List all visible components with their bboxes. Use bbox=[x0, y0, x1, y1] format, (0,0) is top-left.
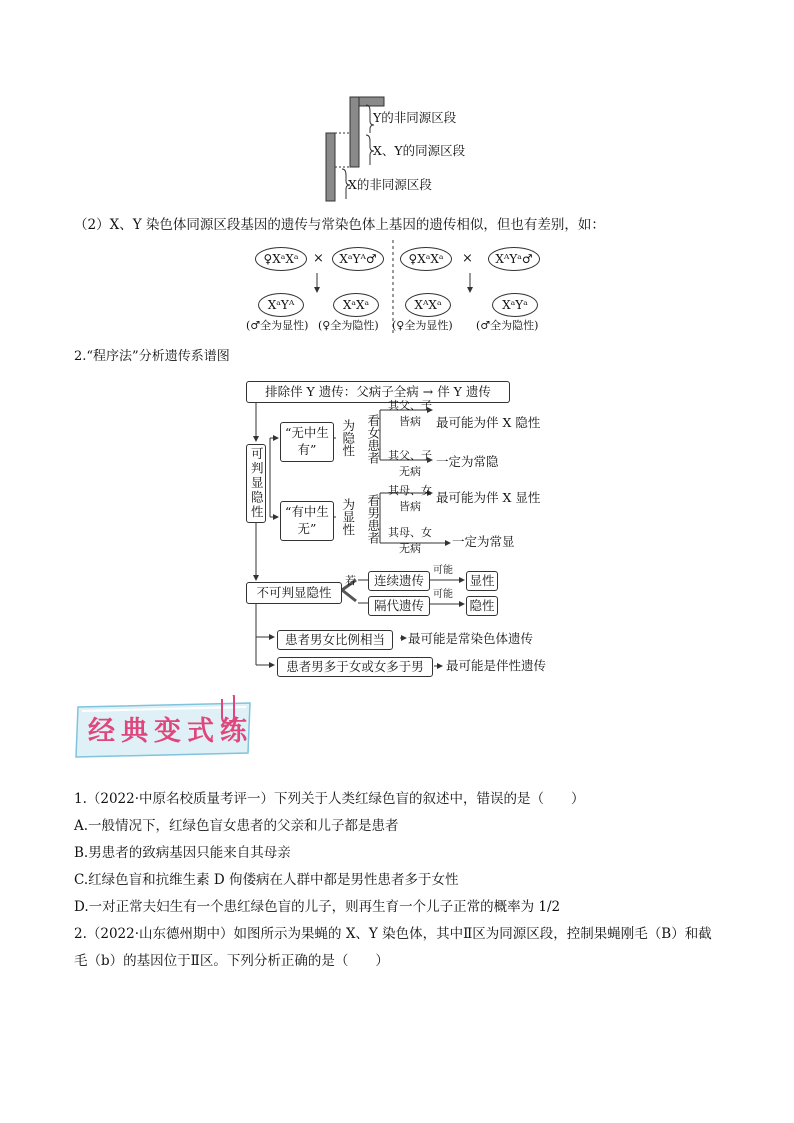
left-male-parent: XᵃYᴬ♂ bbox=[332, 247, 384, 271]
flow-ratio-unequal-box: 患者男多于女或女多于男 bbox=[277, 657, 433, 677]
flow-r1-label: 其父、子皆病 bbox=[388, 399, 432, 428]
left-female-parent: ♀XᵃXᵃ bbox=[255, 247, 307, 271]
flow-r2-label: 其父、子无病 bbox=[388, 449, 432, 478]
q1-option-a: A.一般情况下，红绿色盲女患者的父亲和儿子都是患者 bbox=[74, 818, 399, 834]
label-xy-homologous: X、Y的同源区段 bbox=[373, 143, 466, 158]
right-times: × bbox=[462, 251, 473, 266]
flow-r2-result: 一定为常隐 bbox=[436, 454, 499, 469]
flow-skip-box: 隔代遗传 bbox=[368, 596, 430, 616]
banner-title: 经典变式练 bbox=[88, 716, 253, 747]
q2-line1: 2.（2022·山东德州期中）如图所示为果蝇的 X、Y 染色体，其中Ⅱ区为同源区段，控制果蝇刚毛（B）和截 bbox=[74, 926, 712, 942]
flow-wuzhong-box: “无中生有” bbox=[280, 422, 334, 462]
left-note-female: (♀全为隐性) bbox=[318, 319, 379, 332]
flow-d1-result: 最可能为伴 X 显性 bbox=[436, 490, 541, 505]
left-offspring-male: XᵃYᴬ bbox=[258, 293, 304, 317]
left-times: × bbox=[313, 251, 324, 266]
section-program-title: 2.“程序法”分析遗传系谱图 bbox=[74, 349, 230, 364]
right-note-female: (♀全为显性) bbox=[392, 319, 453, 332]
y-chromosome bbox=[350, 97, 359, 167]
q1-option-b: B.男患者的致病基因只能来自其母亲 bbox=[74, 845, 291, 861]
flow-ratio-equal-box: 患者男女比例相当 bbox=[277, 630, 393, 650]
flow-r1-result: 最可能为伴 X 隐性 bbox=[436, 415, 541, 430]
left-offspring-female: XᵃXᵃ bbox=[333, 293, 379, 317]
label-y-nonhomologous: Y的非同源区段 bbox=[373, 110, 457, 125]
flow-top-box: 排除伴 Y 遗传：父病子全病 → 伴 Y 遗传 bbox=[246, 381, 510, 403]
q1-option-c: C.红绿色盲和抗维生素 D 佝偻病在人群中都是男性患者多于女性 bbox=[74, 872, 459, 888]
flow-dominant: 为显性 bbox=[340, 498, 356, 536]
flow-look-male: 看男患者 bbox=[365, 494, 381, 544]
right-male-parent: XᴬYᵃ♂ bbox=[488, 247, 540, 271]
right-offspring-female: XᴬXᵃ bbox=[405, 293, 451, 317]
left-note-male: (♂全为显性) bbox=[246, 319, 309, 332]
flow-cannot-judge-box: 不可判显隐性 bbox=[246, 582, 342, 604]
x-chromosome bbox=[326, 133, 335, 201]
section2-intro: （2）X、Y 染色体同源区段基因的遗传与常染色体上基因的遗传相似，但也有差别，如： bbox=[74, 217, 605, 233]
q1-stem: 1.（2022·中原名校质量考评一）下列关于人类红绿色盲的叙述中，错误的是（ ） bbox=[74, 791, 585, 807]
right-female-parent: ♀XᵃXᵃ bbox=[400, 247, 452, 271]
flow-d1-label: 其母、女皆病 bbox=[388, 484, 432, 513]
cross-arrows bbox=[240, 240, 560, 340]
flow-if-label: 若 bbox=[345, 574, 356, 587]
flow-youzhong-box: “有中生无” bbox=[280, 501, 334, 541]
flow-look-female: 看女患者 bbox=[365, 414, 381, 464]
flow-possible-2: 可能 bbox=[433, 589, 453, 600]
flow-ratio-unequal-result: 最可能是伴性遗传 bbox=[446, 658, 547, 673]
q1-option-d: D.一对正常夫妇生有一个患红绿色盲的儿子，则再生育一个儿子正常的概率为 1/2 bbox=[74, 899, 561, 915]
flow-d2-result: 一定为常显 bbox=[452, 534, 515, 549]
label-x-nonhomologous: X的非同源区段 bbox=[348, 177, 432, 192]
flow-d2-label: 其母、女无病 bbox=[388, 526, 432, 555]
q2-line2: 毛（b）的基因位于Ⅱ区。下列分析正确的是（ ） bbox=[74, 953, 389, 969]
flow-recessive-box: 隐性 bbox=[466, 596, 498, 616]
right-offspring-male: XᵃYᵃ bbox=[492, 293, 538, 317]
flow-ratio-equal-result: 最可能是常染色体遗传 bbox=[408, 631, 534, 646]
right-note-male: (♂全为隐性) bbox=[476, 319, 539, 332]
flow-continuous-box: 连续遗传 bbox=[368, 571, 430, 591]
flow-can-judge-box: 可判显隐性 bbox=[246, 444, 266, 523]
flow-dominant-box: 显性 bbox=[466, 571, 498, 591]
flow-possible-1: 可能 bbox=[433, 565, 453, 576]
flow-recessive: 为隐性 bbox=[340, 419, 356, 457]
